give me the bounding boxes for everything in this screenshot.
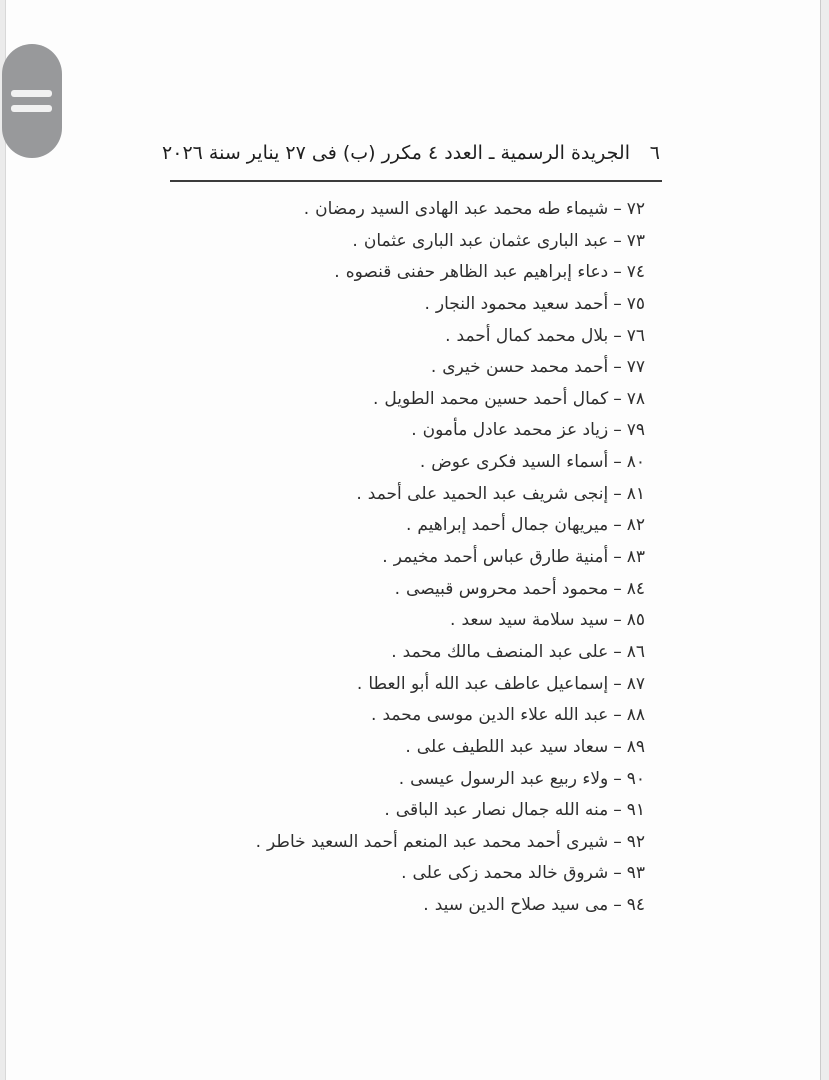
right-edge-strip [820, 0, 829, 1080]
item-separator: – [613, 578, 622, 599]
item-name: ميريهان جمال أحمد إبراهيم [417, 515, 609, 536]
item-name: شيماء طه محمد عبد الهادى السيد رمضان [315, 199, 609, 219]
list-item [100, 795, 645, 827]
item-name: سعاد سيد عبد اللطيف على [416, 736, 609, 757]
item-separator: – [613, 800, 622, 821]
item-number: ٧٢ [626, 199, 645, 219]
item-separator: – [613, 293, 622, 314]
item-terminator: . [405, 736, 411, 757]
item-separator: – [613, 895, 622, 916]
item-terminator: . [391, 641, 397, 662]
item-terminator: . [255, 831, 262, 852]
gazette-title: الجريدة الرسمية ـ العدد ٤ مكرر (ب) فى ٢٧ يناير سنة ٢٠٢٦ [162, 142, 630, 164]
list-item [100, 637, 645, 669]
item-terminator: . [450, 610, 456, 631]
page-number: ٦ [649, 142, 660, 164]
item-name: مى سيد صلاح الدين سيد [434, 895, 609, 916]
list-item [100, 321, 645, 353]
list-item [100, 605, 645, 637]
left-edge-strip [0, 0, 6, 1080]
list-item [100, 700, 645, 732]
list-item [100, 732, 645, 764]
assistant-handle-button[interactable] [2, 44, 62, 158]
handle-bar-icon [11, 105, 52, 112]
list-item [100, 447, 645, 479]
item-separator: – [613, 641, 622, 662]
handle-bar-icon [11, 90, 52, 97]
item-name: أمنية طارق عباس أحمد مخيمر [393, 547, 609, 568]
item-number: ٧٧ [626, 357, 645, 378]
item-number: ٨٥ [626, 610, 645, 631]
item-separator: – [613, 673, 622, 694]
list-item [100, 764, 645, 796]
list-item [100, 194, 645, 226]
list-item [100, 542, 645, 574]
item-number: ٩٣ [626, 863, 645, 884]
item-terminator: . [303, 199, 310, 219]
item-separator: – [613, 420, 622, 441]
item-terminator: . [430, 357, 437, 378]
item-terminator: . [352, 230, 358, 251]
list-item [100, 669, 645, 701]
item-terminator: . [398, 768, 405, 789]
item-name: عبد البارى عثمان عبد البارى عثمان [363, 230, 609, 251]
list-item [100, 827, 645, 859]
item-name: أحمد محمد حسن خيرى [442, 357, 609, 378]
item-number: ٧٨ [626, 388, 645, 409]
item-number: ٨٤ [626, 578, 645, 599]
item-separator: – [613, 863, 622, 884]
item-separator: – [613, 610, 622, 631]
item-number: ٧٣ [626, 230, 645, 251]
item-separator: – [613, 262, 622, 283]
item-name: سيد سلامة سيد سعد [461, 610, 609, 631]
item-number: ٨٣ [626, 547, 645, 568]
item-separator: – [613, 388, 622, 409]
item-name: إسماعيل عاطف عبد الله أبو العطا [368, 673, 609, 694]
item-separator: – [613, 705, 622, 726]
item-separator: – [613, 199, 622, 219]
item-terminator: . [445, 325, 451, 346]
item-name: بلال محمد كمال أحمد [456, 325, 609, 346]
item-number: ٨٠ [626, 452, 645, 473]
item-name: أحمد سعيد محمود النجار [435, 293, 609, 314]
item-name: شيرى أحمد محمد عبد المنعم أحمد السعيد خاطر [267, 831, 609, 852]
item-terminator: . [401, 863, 407, 884]
item-number: ٧٩ [626, 420, 645, 441]
gazette-header [162, 138, 662, 172]
item-separator: – [613, 483, 622, 504]
header-rule [170, 180, 662, 182]
item-terminator: . [419, 452, 426, 473]
item-separator: – [613, 230, 622, 251]
item-number: ٩١ [626, 800, 645, 821]
item-number: ٨٢ [626, 515, 645, 536]
item-terminator: . [394, 578, 401, 599]
list-item [100, 384, 645, 416]
list-item [100, 510, 645, 542]
item-separator: – [613, 547, 622, 568]
item-separator: – [613, 357, 622, 378]
list-item [100, 415, 645, 447]
item-number: ٧٥ [626, 293, 645, 314]
item-terminator: . [384, 800, 390, 821]
item-name: دعاء إبراهيم عبد الظاهر حفنى قنصوه [345, 262, 609, 283]
item-number: ٧٤ [626, 262, 645, 283]
list-item [100, 257, 645, 289]
item-number: ٨١ [626, 483, 645, 504]
item-terminator: . [334, 262, 340, 283]
item-name: أسماء السيد فكرى عوض [431, 452, 609, 473]
item-terminator: . [371, 705, 377, 726]
item-name: زياد عز محمد عادل مأمون [422, 420, 609, 441]
list-item [100, 479, 645, 511]
item-terminator: . [423, 895, 429, 916]
item-number: ٨٨ [626, 705, 645, 726]
item-name: كمال أحمد حسين محمد الطويل [384, 388, 609, 409]
item-separator: – [613, 768, 622, 789]
list-item [100, 890, 645, 922]
list-item [100, 352, 645, 384]
names-list [100, 194, 645, 922]
item-terminator: . [411, 420, 417, 441]
item-separator: – [613, 515, 622, 536]
list-item [100, 574, 645, 606]
item-number: ٨٧ [626, 673, 645, 694]
item-name: عبد الله علاء الدين موسى محمد [382, 705, 609, 726]
item-name: منه الله جمال نصار عبد الباقى [395, 800, 609, 821]
item-separator: – [613, 736, 622, 757]
item-number: ٨٦ [626, 641, 645, 662]
item-name: ولاء ربيع عبد الرسول عيسى [410, 768, 609, 789]
item-name: إنجى شريف عبد الحميد على أحمد [367, 483, 609, 504]
list-item [100, 289, 645, 321]
item-name: شروق خالد محمد زكى على [412, 863, 609, 884]
item-number: ٩٠ [626, 768, 645, 789]
item-terminator: . [424, 293, 430, 314]
item-name: على عبد المنصف مالك محمد [402, 641, 609, 662]
item-terminator: . [405, 515, 412, 536]
item-separator: – [613, 831, 622, 852]
item-terminator: . [372, 388, 379, 409]
item-number: ٩٢ [626, 831, 645, 852]
item-name: محمود أحمد محروس قبيصى [406, 578, 609, 599]
list-item [100, 226, 645, 258]
item-terminator: . [356, 483, 362, 504]
item-number: ٩٤ [626, 895, 645, 916]
item-separator: – [613, 325, 622, 346]
item-number: ٨٩ [626, 736, 645, 757]
list-item [100, 858, 645, 890]
item-number: ٧٦ [626, 325, 645, 346]
item-terminator: . [356, 673, 363, 694]
item-separator: – [613, 452, 622, 473]
item-terminator: . [382, 547, 388, 568]
